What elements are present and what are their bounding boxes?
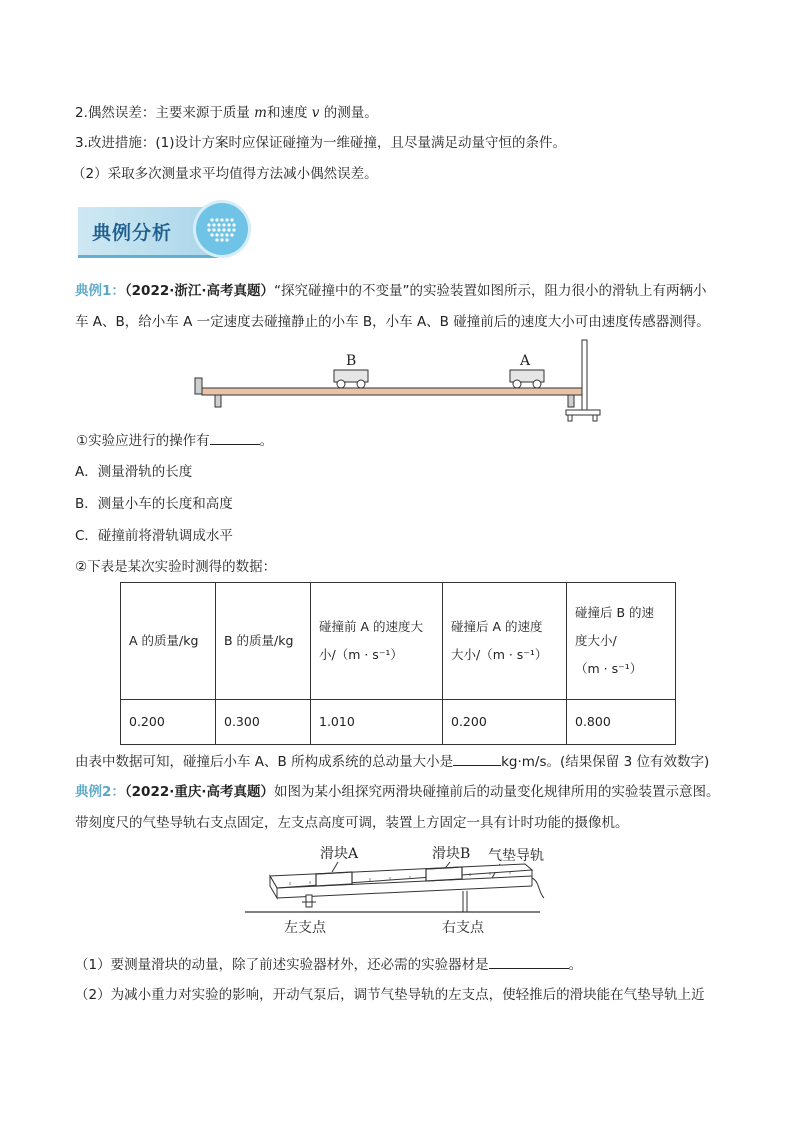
track-leg-right	[568, 395, 574, 407]
sensor-foot-right	[593, 415, 597, 421]
cart-a-label: A	[520, 353, 531, 369]
cell-b-after: 0.800	[567, 700, 676, 745]
table-header-cell	[311, 583, 443, 700]
cart-a	[510, 370, 544, 388]
table-header-row	[121, 583, 676, 700]
intro-line-1-pre: 2.偶然误差：主要来源于质量	[75, 105, 255, 121]
header-a-mass: A 的质量/kg	[129, 633, 199, 648]
option-c: C．碰撞前将滑轨调成水平	[75, 528, 233, 544]
rail-label: 气垫导轨	[488, 848, 544, 864]
intro-line-1-mid: 和速度	[266, 105, 312, 121]
cart-b	[334, 370, 368, 388]
example1-q3-pre: 由表中数据可知，碰撞后小车 A、B 所构成系统的总动量大小是	[75, 754, 454, 770]
header-a-after-line2: 大小/（m · s⁻¹）	[451, 647, 548, 662]
example2-q1-post: 。	[568, 957, 583, 973]
section-title: 典例分析	[92, 222, 173, 244]
header-b-after-line2: 度大小/	[575, 633, 617, 648]
left-support-label: 左支点	[284, 920, 326, 936]
cell-a-mass: 0.200	[121, 700, 216, 745]
example1-line-2: 车 A、B，给小车 A 一定速度去碰撞静止的小车 B，小车 A、B 碰撞前后的速度大小可由速度传感器测得。	[75, 314, 710, 330]
example1-line-1	[75, 282, 707, 300]
example1-q1-post: 。	[259, 433, 274, 449]
table-header-cell	[567, 583, 676, 700]
sensor-base	[566, 410, 600, 415]
example1-q1	[76, 431, 273, 450]
var-m: m	[254, 105, 267, 121]
dots-icon	[196, 203, 248, 255]
option-b: B．测量小车的长度和高度	[75, 496, 233, 512]
header-a-before-line2: 小/（m · s⁻¹）	[319, 647, 403, 662]
example1-label: 典例1：	[75, 283, 125, 299]
table-header-cell	[443, 583, 567, 700]
header-a-before-line1: 碰撞前 A 的速度大	[319, 619, 423, 634]
example1-q3-post: kg·m/s。(结果保留 3 位有效数字)	[501, 754, 710, 770]
example2-text-1: 如图为某小组探究两滑块碰撞前后的动量变化规律所用的实验装置示意图。	[274, 784, 720, 800]
table-header-cell	[121, 583, 216, 700]
intro-line-3: （2）采取多次测量求平均值得方法减小偶然误差。	[72, 166, 378, 182]
header-a-after-line1: 碰撞后 A 的速度	[451, 619, 543, 634]
table-header-cell	[216, 583, 311, 700]
slider-b	[426, 867, 462, 881]
intro-line-2: 3.改进措施：(1)设计方案时应保证碰撞为一维碰撞，且尽量满足动量守恒的条件。	[75, 135, 567, 151]
example1-q1-pre: ①实验应进行的操作有	[76, 433, 210, 449]
section-header	[78, 203, 250, 263]
cart-b-label: B	[346, 353, 357, 369]
track-leg-left	[215, 395, 221, 407]
var-v: v	[311, 105, 320, 121]
example2-line-2: 带刻度尺的气垫导轨右支点固定，左支点高度可调，装置上方固定一具有计时功能的摄像机。	[75, 815, 629, 831]
header-b-mass: B 的质量/kg	[224, 633, 294, 648]
data-table	[120, 582, 676, 745]
intro-line-1	[75, 104, 378, 122]
answer-blank-q1[interactable]	[210, 431, 260, 445]
answer-blank-q4[interactable]	[489, 955, 569, 969]
intro-line-1-post: 的测量。	[319, 105, 378, 121]
example2-source: （2022·重庆·高考真题）	[124, 784, 274, 800]
cell-b-mass: 0.300	[216, 700, 311, 745]
example2-q1	[75, 955, 582, 974]
sensor-foot-left	[568, 415, 572, 421]
example2-line-1	[75, 783, 720, 801]
table-row	[121, 700, 676, 745]
right-support	[463, 891, 467, 912]
cell-a-after: 0.200	[443, 700, 567, 745]
example2-q2: （2）为减小重力对实验的影响，开动气泵后，调节气垫导轨的左支点，使轻推后的滑块能在气垫导轨上近	[75, 987, 705, 1003]
sensor-pole	[582, 340, 587, 410]
right-support-label: 右支点	[442, 920, 484, 936]
example2-q1-pre: （1）要测量滑块的动量，除了前述实验器材外，还必需的实验器材是	[75, 957, 489, 973]
header-b-after-line1: 碰撞后 B 的速	[575, 605, 655, 620]
slider-a-label: 滑块A	[320, 846, 359, 862]
example1-q2: ②下表是某次实验时测得的数据：	[75, 559, 277, 575]
example1-q3	[75, 752, 709, 771]
slider-b-label: 滑块B	[432, 846, 471, 862]
example1-text-1: “探究碰撞中的不变量”的实验装置如图所示，阻力很小的滑轨上有两辆小	[274, 283, 707, 299]
cell-a-before: 1.010	[311, 700, 443, 745]
answer-blank-q3[interactable]	[453, 752, 501, 766]
example2-label: 典例2：	[75, 784, 125, 800]
track-left-stop	[195, 378, 202, 394]
track-figure	[190, 338, 610, 424]
slider-a	[316, 872, 352, 886]
example1-source: （2022·浙江·高考真题）	[124, 283, 274, 299]
track-rail	[202, 388, 582, 395]
rail-body	[270, 864, 544, 898]
option-a: A．测量滑轨的长度	[75, 464, 193, 480]
header-b-after-line3: （m · s⁻¹）	[575, 661, 643, 676]
air-track-figure	[240, 840, 560, 938]
